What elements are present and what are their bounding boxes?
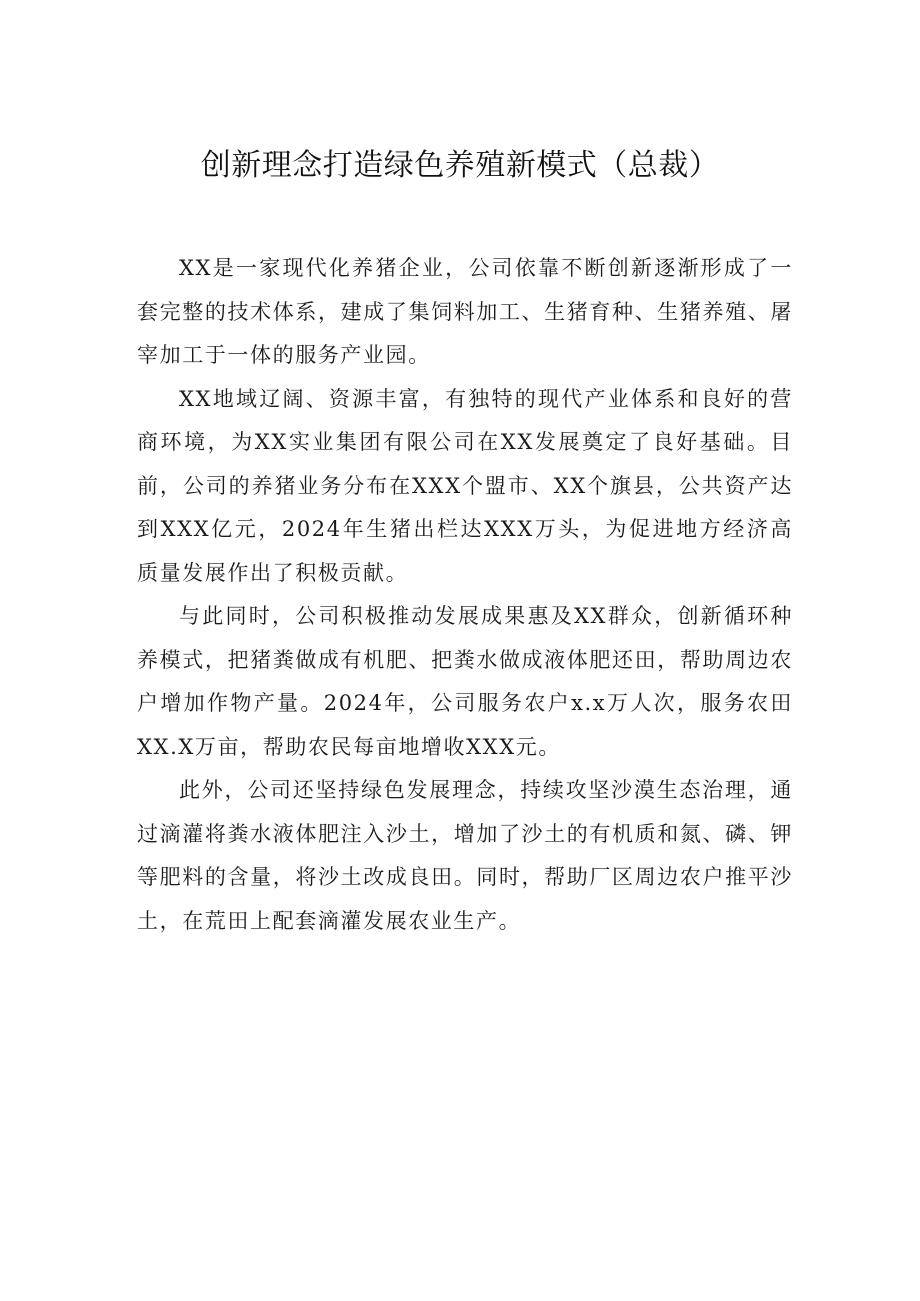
document-title: 创新理念打造绿色养殖新模式（总裁）	[200, 148, 720, 183]
paragraph-1: XX是一家现代化养猪企业，公司依靠不断创新逐渐形成了一套完整的技术体系，建成了集饲料加工、生猪育种、生猪养殖、屠宰加工于一体的服务产业园。	[137, 256, 793, 367]
paragraph-2: XX地域辽阔、资源丰富，有独特的现代产业体系和良好的营商环境，为XX实业集团有限公司在XX发展奠定了良好基础。目前，公司的养猪业务分布在XXX个盟市、XX个旗县，公共资产达到XXX亿元，2024年生猪出栏达XXX万头，为促进地方经济高质量发展作出了积极贡献。	[137, 386, 793, 585]
paragraph-3: 与此同时，公司积极推动发展成果惠及XX群众，创新循环种养模式，把猪粪做成有机肥、把粪水做成液体肥还田，帮助周边农户增加作物产量。2024年，公司服务农户x.x万人次，服务农田XX.X万亩，帮助农民每亩地增收XXX元。	[137, 604, 793, 759]
paragraph-4: 此外，公司还坚持绿色发展理念，持续攻坚沙漠生态治理，通过滴灌将粪水液体肥注入沙土，增加了沙土的有机质和氮、磷、钾等肥料的含量，将沙土改成良田。同时，帮助厂区周边农户推平沙土，在荒田上配套滴灌发展农业生产。	[137, 778, 793, 933]
document-body	[137, 247, 793, 943]
